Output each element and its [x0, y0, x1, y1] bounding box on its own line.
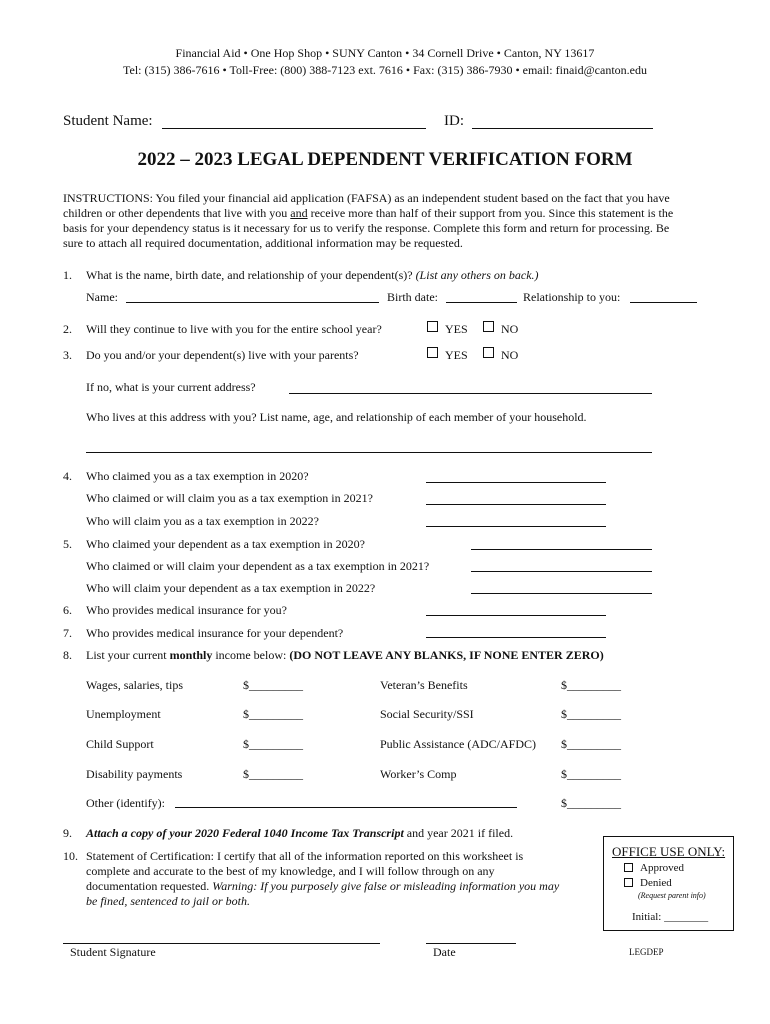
- office-note: (Request parent info): [638, 891, 706, 900]
- office-denied-checkbox[interactable]: [624, 878, 633, 887]
- income-label-ssi: Social Security/SSI: [380, 707, 474, 721]
- q8-pre: List your current: [86, 648, 170, 662]
- q5-field-3[interactable]: [471, 593, 652, 594]
- office-use-title: OFFICE USE ONLY:: [612, 844, 726, 859]
- q3-yes-checkbox[interactable]: [427, 347, 438, 358]
- q7-field[interactable]: [426, 637, 606, 638]
- q3-address-question: If no, what is your current address?: [86, 380, 256, 394]
- income-field-workers-comp[interactable]: $_________: [561, 767, 621, 781]
- q8-warning: (DO NOT LEAVE ANY BLANKS, IF NONE ENTER ZERO): [289, 648, 604, 662]
- office-initial[interactable]: Initial: ________: [632, 911, 709, 923]
- income-label-other: Other (identify):: [86, 796, 165, 810]
- income-label-unemployment: Unemployment: [86, 707, 161, 721]
- q1-relationship-field[interactable]: [630, 302, 697, 303]
- q5-item-3: Who will claim your dependent as a tax exemption in 2022?: [86, 581, 376, 595]
- q2-no-label: NO: [501, 322, 519, 336]
- q3-no-checkbox[interactable]: [483, 347, 494, 358]
- office-denied-label: Denied: [640, 877, 672, 889]
- q9-rest: and year 2021 if filed.: [403, 826, 514, 840]
- instructions-line-2: [63, 206, 673, 221]
- income-field-ssi[interactable]: $_________: [561, 707, 621, 721]
- q6-field[interactable]: [426, 615, 606, 616]
- income-label-disability: Disability payments: [86, 767, 183, 781]
- office-approved-checkbox[interactable]: [624, 863, 633, 872]
- instructions-line-4: sure to attach all required documentation, additional information may be requested.: [63, 236, 463, 250]
- office-approved-label: Approved: [640, 862, 684, 874]
- q4-item-2: Who claimed or will claim you as a tax exemption in 2021?: [86, 491, 373, 505]
- income-label-public-assistance: Public Assistance (ADC/AFDC): [380, 737, 536, 751]
- header-line-2: Tel: (315) 386-7616 • Toll-Free: (800) 388-7123 ext. 7616 • Fax: (315) 386-7930 • email: finaid@canton.edu: [123, 63, 647, 77]
- q5-field-1[interactable]: [471, 549, 652, 550]
- q2-no-checkbox[interactable]: [483, 321, 494, 332]
- income-field-wages[interactable]: $_________: [243, 678, 303, 692]
- instructions-line-2a: children or other dependents that live with you: [63, 206, 291, 220]
- instructions-line-3: basis for your dependency status is it necessary for us to verify the response. Complete this form and return for processing. Be: [63, 221, 670, 235]
- header-line-1: Financial Aid • One Hop Shop • SUNY Canton • 34 Cornell Drive • Canton, NY 13617: [175, 46, 595, 60]
- q8-text: [86, 648, 604, 663]
- q10-warning-1: Warning: If you purposely give false or misleading information you may: [212, 879, 560, 893]
- q1-text: [86, 268, 539, 283]
- q5-item-1: Who claimed your dependent as a tax exemption in 2020?: [86, 537, 365, 551]
- q4-item-3: Who will claim you as a tax exemption in 2022?: [86, 514, 319, 528]
- income-other-identify-field[interactable]: [175, 807, 517, 808]
- income-field-disability[interactable]: $_________: [243, 767, 303, 781]
- q1-relationship-label: Relationship to you:: [523, 290, 621, 304]
- form-title: 2022 – 2023 LEGAL DEPENDENT VERIFICATION FORM: [137, 149, 633, 170]
- q3-household-question: Who lives at this address with you? List name, age, and relationship of each member of your household.: [86, 410, 587, 424]
- q4-item-1: Who claimed you as a tax exemption in 2020?: [86, 469, 309, 483]
- q3-household-field[interactable]: [86, 452, 652, 453]
- student-signature-label: Student Signature: [70, 945, 156, 959]
- income-field-public-assistance[interactable]: $_________: [561, 737, 621, 751]
- instructions-line-2b: receive more than half of their support from you. Since this statement is the: [307, 206, 674, 220]
- income-label-veterans: Veteran’s Benefits: [380, 678, 468, 692]
- q2-yes-checkbox[interactable]: [427, 321, 438, 332]
- student-id-field[interactable]: [472, 128, 653, 129]
- q1-number: 1.: [63, 268, 72, 282]
- q6-number: 6.: [63, 603, 72, 617]
- q1-question: What is the name, birth date, and relationship of your dependent(s)?: [86, 268, 416, 282]
- q1-name-label: Name:: [86, 290, 118, 304]
- q8-number: 8.: [63, 648, 72, 662]
- q2-text: Will they continue to live with you for the entire school year?: [86, 322, 382, 336]
- q10-line-1: Statement of Certification: I certify that all of the information reported on this worksheet is: [86, 849, 524, 863]
- q4-field-1[interactable]: [426, 482, 606, 483]
- q7-number: 7.: [63, 626, 72, 640]
- form-code: LEGDEP: [629, 947, 664, 957]
- q1-name-field[interactable]: [126, 302, 379, 303]
- q10-warning-2: be fined, sentenced to jail or both.: [86, 894, 250, 908]
- q10-line-3: [86, 879, 559, 894]
- q3-text: Do you and/or your dependent(s) live with your parents?: [86, 348, 359, 362]
- student-id-label: ID:: [444, 113, 464, 129]
- q4-field-3[interactable]: [426, 526, 606, 527]
- q8-mid: income below:: [212, 648, 290, 662]
- income-field-unemployment[interactable]: $_________: [243, 707, 303, 721]
- date-line[interactable]: [426, 943, 516, 944]
- q3-number: 3.: [63, 348, 72, 362]
- q4-field-2[interactable]: [426, 504, 606, 505]
- q1-birth-field[interactable]: [446, 302, 517, 303]
- q9-text: [86, 826, 513, 841]
- q9-number: 9.: [63, 826, 72, 840]
- q2-yes-label: YES: [445, 322, 468, 336]
- q1-note: (List any others on back.): [415, 268, 539, 282]
- q8-monthly: monthly: [169, 648, 213, 662]
- q9-bold: Attach a copy of your 2020 Federal 1040 Income Tax Transcript: [86, 826, 404, 840]
- student-name-field[interactable]: [162, 128, 426, 129]
- q5-number: 5.: [63, 537, 72, 551]
- q2-number: 2.: [63, 322, 72, 336]
- q10-line-2: complete and accurate to the best of my knowledge, and I will follow through on any: [86, 864, 495, 878]
- q5-item-2: Who claimed or will claim your dependent as a tax exemption in 2021?: [86, 559, 430, 573]
- student-signature-line[interactable]: [63, 943, 380, 944]
- q5-field-2[interactable]: [471, 571, 652, 572]
- income-label-child-support: Child Support: [86, 737, 154, 751]
- income-label-wages: Wages, salaries, tips: [86, 678, 184, 692]
- instructions-line-1: INSTRUCTIONS: You filed your financial aid application (FAFSA) as an independent student based on the fact that you have: [63, 191, 670, 205]
- instructions-and: and: [290, 206, 308, 220]
- income-label-workers-comp: Worker’s Comp: [380, 767, 457, 781]
- income-field-other[interactable]: $_________: [561, 796, 621, 810]
- q3-no-label: NO: [501, 348, 519, 362]
- q7-text: Who provides medical insurance for your dependent?: [86, 626, 344, 640]
- date-label: Date: [433, 945, 456, 959]
- q1-birth-label: Birth date:: [387, 290, 438, 304]
- income-field-child-support[interactable]: $_________: [243, 737, 303, 751]
- q10-line-3a: documentation requested.: [86, 879, 213, 893]
- q3-address-field[interactable]: [289, 393, 652, 394]
- q3-yes-label: YES: [445, 348, 468, 362]
- q6-text: Who provides medical insurance for you?: [86, 603, 287, 617]
- q10-number: 10.: [63, 849, 78, 863]
- q4-number: 4.: [63, 469, 72, 483]
- student-name-label: Student Name:: [63, 113, 153, 129]
- income-field-veterans[interactable]: $_________: [561, 678, 621, 692]
